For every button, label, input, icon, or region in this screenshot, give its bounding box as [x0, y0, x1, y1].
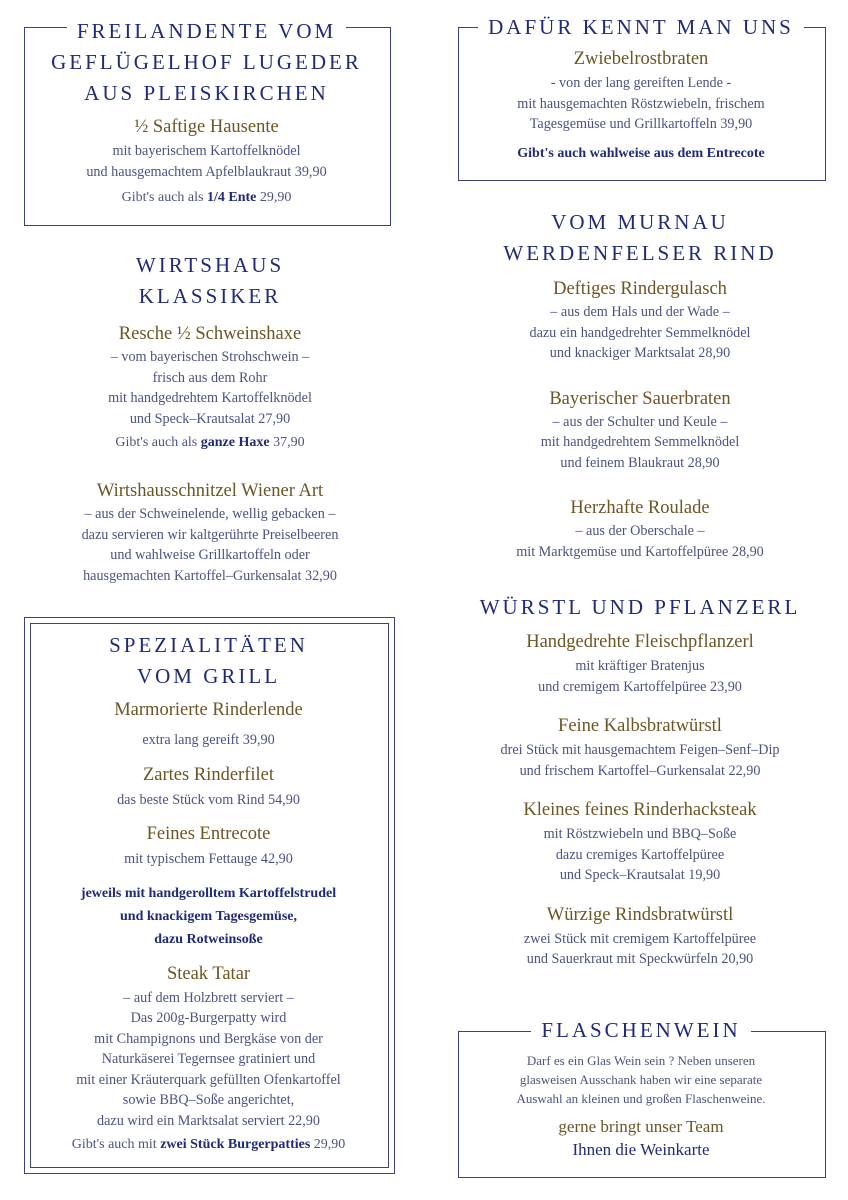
schweinshaxe-description — [10, 347, 410, 429]
dafuer-section — [458, 12, 824, 164]
desc-line: Naturkäserei Tegernsee gratiniert und — [101, 1051, 316, 1067]
fleischpflanzerl-description — [440, 656, 840, 697]
zwiebelrostbraten-note — [458, 144, 824, 164]
hausente-desc-line: und hausgemachtem Apfelblaukraut 39,90 — [86, 163, 327, 180]
desc-line: drei Stück mit hausgemachtem Feigen–Senf–Dip — [500, 742, 780, 758]
desc-line: zwei Stück mit cremigem Kartoffelpüree — [523, 930, 757, 947]
note-price: 29,90 — [310, 1137, 346, 1152]
hausente-description — [24, 141, 389, 182]
kalbsbratwuerstl-title: Feine Kalbsbratwürstl — [558, 716, 722, 736]
desc-line: mit hausgemachten Röstzwiebeln, frischem — [517, 95, 765, 112]
freilandente-heading-line-2: GEFLÜGELHOF LUGEDER — [51, 50, 362, 74]
rinderhacksteak-title: Kleines feines Rinderhacksteak — [523, 800, 757, 820]
murnau-heading — [440, 207, 840, 269]
desc-line: mit Röstzwiebeln und BBQ–Soße — [543, 826, 737, 842]
desc-line: – vom bayerischen Strohschwein – — [110, 349, 310, 365]
tatar-description — [24, 988, 393, 1132]
desc-line: und Sauerkraut mit Speckwürfeln 20,90 — [526, 951, 754, 967]
desc-line: mit Champignons und Bergkäse von der — [94, 1030, 323, 1047]
rinderlende-description: extra lang gereift 39,90 — [142, 732, 275, 748]
desc-line: – aus der Oberschale – — [575, 523, 705, 539]
rindsbratwuerstl-title: Würzige Rindsbratwürstl — [546, 904, 734, 925]
freilandente-heading-line-3: AUS PLEISKIRCHEN — [84, 81, 329, 105]
note-prefix: Gibt's auch mit — [71, 1137, 161, 1152]
entrecote-title: Feines Entrecote — [146, 824, 271, 844]
desc-line: – aus dem Hals und der Wade – — [550, 304, 730, 320]
desc-line: hausgemachten Kartoffel–Gurkensalat 32,90 — [83, 567, 337, 584]
desc-line: - von der lang gereiften Lende - — [550, 75, 732, 91]
desc-line: mit kräftiger Bratenjus — [575, 658, 705, 674]
wein-heading: FLASCHENWEIN — [531, 1018, 750, 1042]
note-bold: Entrecote — [706, 145, 765, 161]
sauerbraten-description — [440, 412, 840, 474]
desc-line: mit einer Kräuterquark gefüllten Ofenkartoffel — [76, 1071, 341, 1088]
wuerstl-heading: WÜRSTL UND PFLANZERL — [479, 595, 801, 619]
note-line: jeweils mit handgerolltem Kartoffelstrudel — [80, 885, 337, 901]
wirtshaus-heading — [10, 250, 410, 312]
note-bold: zwei Stück Burgerpatties — [160, 1137, 311, 1152]
murnau-section — [440, 207, 840, 562]
note-price: 37,90 — [269, 435, 305, 450]
freilandente-heading — [24, 16, 389, 109]
roulade-description — [440, 521, 840, 562]
rinderlende-title: Marmorierte Rinderlende — [114, 700, 303, 720]
wuerstl-section — [440, 592, 840, 970]
note-line: und knackigem Tagesgemüse, — [120, 908, 297, 924]
note-prefix: Gibt's auch als — [121, 190, 207, 205]
schnitzel-description — [10, 504, 410, 586]
desc-line: mit handgedrehtem Kartoffelknödel — [108, 390, 312, 406]
schweinshaxe-title: Resche ½ Schweinshaxe — [118, 324, 302, 344]
desc-line: frisch aus dem Rohr — [152, 369, 268, 386]
hausente-title: ½ Saftige Hausente — [134, 117, 279, 137]
desc-line: – auf dem Holzbrett serviert – — [123, 989, 294, 1006]
wirtshaus-heading-line-1: WIRTSHAUS — [135, 253, 285, 277]
entrecote-description: mit typischem Fettauge 42,90 — [124, 851, 293, 867]
rindergulasch-description — [440, 302, 840, 364]
sauerbraten-title: Bayerischer Sauerbraten — [549, 388, 731, 409]
wirtshaus-section — [10, 250, 410, 586]
schnitzel-title: Wirtshausschnitzel Wiener Art — [96, 481, 324, 501]
freilandente-section — [24, 16, 389, 208]
desc-line: dazu ein handgedrehter Semmelknödel — [529, 324, 751, 341]
note-bold: ganze Haxe — [200, 435, 270, 450]
note-line: dazu Rotweinsoße — [154, 931, 263, 947]
desc-line: und Speck–Krautsalat 27,90 — [129, 410, 291, 427]
grill-section — [24, 630, 393, 1155]
desc-line: und wahlweise Grillkartoffeln oder — [110, 547, 310, 563]
hausente-note — [24, 188, 389, 208]
wirtshaus-heading-line-2: KLASSIKER — [138, 284, 282, 308]
desc-line: sowie BBQ–Soße angerichtet, — [122, 1092, 295, 1108]
wein-heading-wrap — [458, 1015, 824, 1046]
note-price: 29,90 — [256, 190, 292, 205]
wein-section — [458, 1015, 824, 1161]
rindsbratwuerstl-description — [440, 929, 840, 970]
rinderfilet-description: das beste Stück vom Rind 54,90 — [117, 791, 300, 808]
roulade-title: Herzhafte Roulade — [570, 498, 710, 518]
desc-line: und feinem Blaukraut 28,90 — [560, 454, 720, 471]
murnau-heading-line-1: VOM MURNAU — [551, 210, 729, 234]
desc-line: glasweisen Ausschank haben wir eine separate — [519, 1072, 763, 1087]
rinderhacksteak-description — [440, 824, 840, 886]
grill-heading — [24, 630, 393, 692]
desc-line: und Speck–Krautsalat 19,90 — [559, 867, 721, 883]
desc-line: Darf es ein Glas Wein sein ? Neben unseren — [526, 1053, 756, 1068]
grill-side-note — [24, 882, 393, 951]
murnau-heading-line-2: WERDENFELSER RIND — [503, 241, 777, 265]
fleischpflanzerl-title: Handgedrehte Fleischpflanzerl — [526, 632, 754, 652]
desc-line: dazu wird ein Marktsalat serviert 22,90 — [97, 1112, 320, 1129]
wein-description — [458, 1051, 824, 1108]
rinderfilet-title: Zartes Rinderfilet — [143, 764, 274, 785]
kalbsbratwuerstl-description — [440, 740, 840, 781]
desc-line: und cremigem Kartoffelpüree 23,90 — [538, 678, 742, 695]
desc-line: mit handgedrehtem Semmelknödel — [540, 434, 740, 450]
zwiebelrostbraten-description — [458, 73, 824, 135]
desc-line: und knackiger Marktsalat 28,90 — [549, 345, 731, 361]
desc-line: – aus der Schulter und Keule – — [552, 413, 728, 430]
tatar-note — [24, 1135, 393, 1155]
dafuer-heading: DAFÜR KENNT MAN UNS — [478, 15, 804, 39]
desc-line: dazu servieren wir kaltgerührte Preiselbeeren — [81, 526, 339, 543]
dafuer-heading-wrap — [458, 12, 824, 43]
desc-line: Auswahl an kleinen und großen Flaschenweine. — [516, 1091, 766, 1106]
desc-line: mit Marktgemüse und Kartoffelpüree 28,90 — [516, 543, 764, 560]
note-prefix: Gibt's auch als — [115, 435, 201, 450]
wein-karte-line: Ihnen die Weinkarte — [572, 1140, 710, 1159]
wein-team-line: gerne bringt unser Team — [558, 1117, 724, 1136]
desc-line: – aus der Schweinelende, wellig gebacken – — [84, 506, 336, 522]
grill-heading-line-1: SPEZIALITÄTEN — [109, 633, 308, 657]
haxe-note — [10, 433, 410, 453]
desc-line: und frischem Kartoffel–Gurkensalat 22,90 — [519, 762, 761, 779]
desc-line: Tagesgemüse und Grillkartoffeln 39,90 — [529, 116, 753, 132]
tatar-title: Steak Tatar — [166, 963, 251, 984]
note-prefix: Gibt's auch wahlweise aus dem — [517, 145, 707, 161]
note-bold: 1/4 Ente — [206, 190, 257, 205]
grill-heading-line-2: VOM GRILL — [136, 664, 281, 688]
rindergulasch-title: Deftiges Rindergulasch — [553, 279, 727, 299]
desc-line: dazu cremiges Kartoffelpüree — [555, 846, 725, 863]
freilandente-heading-line-1: FREILANDENTE VOM — [67, 16, 346, 47]
zwiebelrostbraten-title: Zwiebelrostbraten — [573, 49, 709, 69]
hausente-desc-line: mit bayerischem Kartoffelknödel — [112, 143, 301, 159]
desc-line: Das 200g-Burgerpatty wird — [130, 1010, 287, 1026]
